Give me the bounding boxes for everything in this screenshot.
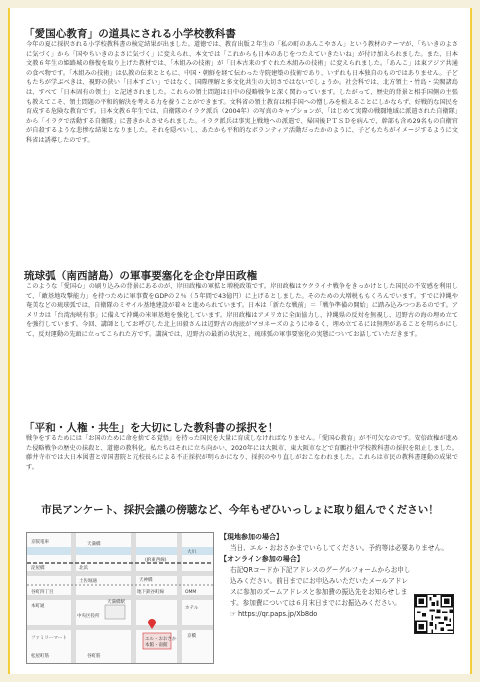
map-label-kitahama: 北浜	[79, 566, 88, 571]
right-border-line	[470, 8, 472, 674]
left-border-line	[8, 8, 10, 674]
qr-code[interactable]	[414, 594, 454, 634]
map-label-familymart: ファミリーマート	[31, 636, 67, 641]
section-body-textbook: 今年の夏に採択される小学校教科書の検定結果が出ました。道徳では、教育出版２年生の「私の町のあんこやさん」という教材のテーマが、「ちいきのよさに気づく」から「国やちいきのよさに気づく」に変えられ、本文では「これからも日本のあじをつたえていきたいね」が付け加えられました。また、日本文教６年生の姫路城の修復を取り上げた教材では、「木組みの技術」が「日本古来のすぐれた木組みの技術」に変えられました。「あんこ」は東アジア共通の食べ物です。「木組みの技術」は仏教の伝来とともに、中国・朝鮮を経て伝わった寺院建築の技術であり、いずれも日本独自のものではありません。子どもたちが学ぶべきは、視野の狭い「日本すごい」ではなく、国際理解と多文化共生の大切さではないでしょうか。社会科では、北方領土・竹島・尖閣諸島は、すべて「日本固有の領土」と記述されました。これらの領土問題は日中の侵略戦争と深く関わっています。したがって、歴史的背景と相手国側の主張も教えてこそ、領土問題の平和的解決を考える力を養うことができます。文科省の領土教育は相手国への憎しみを植えることにしかならず、好戦的な国民を育成する危険な教育です。日本文教６年生では、自衛隊のイラク派兵（2004年）の写真のキャプションが、「はじめて実際の戦闘地域に派遣された自衛隊」から「イラクで活動する自衛隊」に書きかえさせられました。イラク派兵は事実上戦地への派遣で、帰国後ＰＴＳＤを病んで、幹部も含め29名もの自衛官が自殺するような悲惨な結果となりました。それを隠ぺいし、あたかも平和的なボランティア活動だったかのように、子どもたちがイメージするように文科省は誘導したのです。	[26, 41, 458, 144]
map-label-tosabori: 土佐堀通	[79, 579, 97, 584]
map-label-hotel: ホテル	[185, 606, 199, 611]
map-label-omm: OMM	[185, 590, 197, 595]
map-label-jr-tozai: (JR東西線)	[145, 558, 167, 563]
onsite-title: 【現地参加の場合】	[220, 533, 283, 541]
map-label-keihan: 京阪電車	[31, 540, 49, 545]
online-body: 右記QRコードか下記アドレスのグーグルフォームからお申し込みください。前日までにお申込みいただいたメールアドレスに参加のズームアドレスと参加費の振込先をお知らせします。参加費については６月末日までにお振込みください。	[230, 566, 411, 607]
map-label-ward-office: 中央区役所	[77, 614, 100, 619]
map-label-kyobashi: 京橋	[187, 634, 196, 639]
callout-banner: 市民アンケート、採択会議の傍聴など、今年もぜひいっしょに取り組んでください！	[41, 504, 439, 516]
section-title-adoption: 「平和・人権・共生」を大切にした教科書の採択を！	[24, 422, 279, 434]
access-map	[26, 532, 214, 664]
online-title: 【オンライン参加の場合】	[220, 555, 304, 563]
section-title-textbook: 「愛国心教育」の道具にされる小学校教科書	[24, 28, 236, 40]
section-body-ryukyu: このような「愛国心」の刷り込みの背景にあるのが、岸田政権の軍拡と増税政策です。岸田政権はウクライナ戦争をきっかけとした国民の不安感を利用して、「敵基地攻撃能力」を持つために軍事費をGDPの２％（５年間で43億円）に上げるとしました。そのための大増税ももくろんでいます。すでに沖縄や奄美などの琉球弧では、自衛隊のミサイル基地建設が着々と進められています。日本は「新たな戦前」＝「戦争準備の開始」に踏み込みつつあるのです。アメリカは「台湾海峡有事」に備えて沖縄の米軍基地を強化しています。岸田政権はアメリカに全面協力し、沖縄県の反対を無視し、辺野古の海の埋め立てを強行しています。今回、講師としてお呼びした北上田毅さんは辺野古の海底がマヨネーズのようにゆるく、埋め立てるには無理があることを明らかにして、反対運動の先頭に立ってこられた方です。講演では、辺野古の最新の状況と、琉球弧の軍事要塞化の実態についてお話していただきます。	[26, 283, 458, 338]
map-label-tenmabashi-station: 天満橋駅	[107, 600, 125, 605]
qr-code-icon	[415, 595, 453, 633]
map-label-yodoyabashi: 淀屋橋	[31, 566, 45, 571]
map-label-tenmabashi: 天満橋	[87, 542, 101, 547]
map-label-matsuyamachi: 松屋町筋	[31, 654, 49, 659]
section-title-ryukyu: 琉球弧（南西諸島）の軍事要塞化を企む岸田政権	[24, 270, 258, 282]
map-label-tanimachi-line: 地下鉄谷町線	[137, 590, 164, 595]
map-drawing	[27, 533, 213, 663]
map-label-annex: 本館・南館	[145, 643, 168, 648]
onsite-body: 当日、エル・おおさかまでいらしてください。予約等は必要ありません。	[230, 544, 448, 552]
participation-info	[220, 532, 458, 664]
flyer-page	[8, 8, 472, 674]
section-body-adoption: 戦争をするためには「お国のために命を捨てる覚悟」を持った国民を大量に育成しなければなりません。「愛国心教育」が不可欠なのです。安倍政権が進めた侵略戦争の歴史の抹殺と、道徳の教科化。私たちはそれに立ち向かい、2020年には大阪市、東大阪市などで育鵬社中学校教科書の採択を阻止しました。藤井寺市では大日本図書と帝国書院と元校長らによる不正採択が明らかになり、採択のやり直しがおこなわれました。これらは市民の教科書運動の成果です。	[26, 435, 458, 471]
map-label-tenjinbashi: 天神橋	[139, 578, 153, 583]
map-label-tanimachi-suji: 谷町筋	[87, 654, 101, 659]
map-label-hommachi: 本町通	[31, 604, 45, 609]
map-label-el-osaka: エル・おおさか	[145, 637, 177, 642]
map-label-okawa: 大川	[187, 550, 196, 555]
map-label-tanimachi4: 谷町四丁目	[31, 590, 54, 595]
signup-url[interactable]: ☞ https://qr.paps.jp/Xb8do	[230, 610, 318, 618]
